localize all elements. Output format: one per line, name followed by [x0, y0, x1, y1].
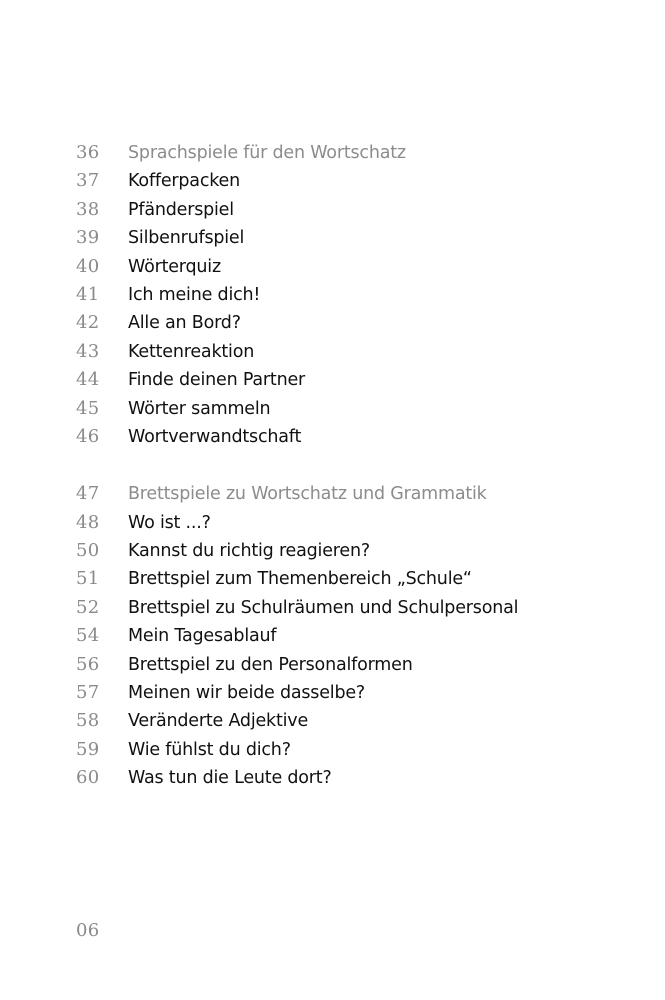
entry-title: Was tun die Leute dort? [128, 768, 332, 789]
toc-entry [76, 338, 636, 366]
entry-page-number: 56 [76, 653, 100, 675]
toc-entry [76, 736, 636, 764]
entry-title: Mein Tagesablauf [128, 626, 277, 647]
entry-page-number: 51 [76, 568, 100, 590]
page-number: 06 [76, 920, 100, 941]
entry-page-number: 42 [76, 312, 100, 334]
entry-title: Kofferpacken [128, 171, 241, 192]
section-heading [76, 139, 636, 167]
toc-entry [76, 423, 636, 451]
entry-title: Veränderte Adjektive [128, 711, 309, 732]
entry-page-number: 46 [76, 425, 100, 447]
entry-title: Pfänderspiel [128, 199, 234, 220]
entry-page-number: 52 [76, 596, 100, 618]
heading-title: Sprachspiele für den Wortschatz [128, 143, 406, 163]
toc-entry [76, 395, 636, 423]
toc-entry [76, 707, 636, 735]
entry-page-number: 54 [76, 625, 100, 647]
toc-section-wortschatz [76, 139, 636, 451]
toc-section-brettspiele [76, 480, 636, 792]
entry-title: Brettspiel zu Schulräumen und Schulpersonal [128, 597, 519, 618]
toc-entry [76, 196, 636, 224]
entry-title: Wie fühlst du dich? [128, 739, 291, 760]
entry-page-number: 41 [76, 283, 100, 305]
entry-title: Ich meine dich! [128, 284, 261, 305]
entry-title: Alle an Bord? [128, 313, 241, 334]
toc-entry [76, 622, 636, 650]
entry-page-number: 50 [76, 540, 100, 562]
entry-title: Wörterquiz [128, 256, 221, 277]
toc-entry [76, 167, 636, 195]
entry-page-number: 58 [76, 710, 100, 732]
entry-title: Brettspiel zum Themenbereich „Schule“ [128, 569, 472, 590]
toc-entry [76, 281, 636, 309]
entry-page-number: 43 [76, 340, 100, 362]
heading-page-number: 47 [76, 483, 100, 505]
toc-entry [76, 253, 636, 281]
entry-page-number: 39 [76, 227, 100, 249]
entry-title: Kannst du richtig reagieren? [128, 541, 370, 562]
entry-page-number: 38 [76, 198, 100, 220]
entry-page-number: 44 [76, 369, 100, 391]
toc-entry [76, 366, 636, 394]
entry-page-number: 45 [76, 397, 100, 419]
entry-title: Meinen wir beide dasselbe? [128, 683, 366, 704]
entry-title: Wo ist ...? [128, 512, 211, 533]
entry-title: Wörter sammeln [128, 398, 271, 419]
toc-entry [76, 309, 636, 337]
entry-page-number: 48 [76, 511, 100, 533]
entry-page-number: 37 [76, 170, 100, 192]
toc-entry [76, 565, 636, 593]
toc-entry [76, 537, 636, 565]
entry-page-number: 57 [76, 682, 100, 704]
entry-page-number: 60 [76, 767, 100, 789]
entry-page-number: 59 [76, 738, 100, 760]
entry-title: Kettenreaktion [128, 341, 255, 362]
table-of-contents [76, 139, 636, 793]
section-heading [76, 480, 636, 508]
toc-entry [76, 764, 636, 792]
entry-title: Brettspiel zu den Personalformen [128, 654, 413, 675]
toc-entry [76, 679, 636, 707]
entry-title: Wortverwandtschaft [128, 426, 302, 447]
toc-entry [76, 594, 636, 622]
heading-page-number: 36 [76, 142, 100, 163]
toc-entry [76, 651, 636, 679]
toc-entry [76, 509, 636, 537]
entry-page-number: 40 [76, 255, 100, 277]
entry-title: Silbenrufspiel [128, 228, 245, 249]
entry-title: Finde deinen Partner [128, 370, 306, 391]
toc-entry [76, 224, 636, 252]
heading-title: Brettspiele zu Wortschatz und Grammatik [128, 484, 487, 505]
